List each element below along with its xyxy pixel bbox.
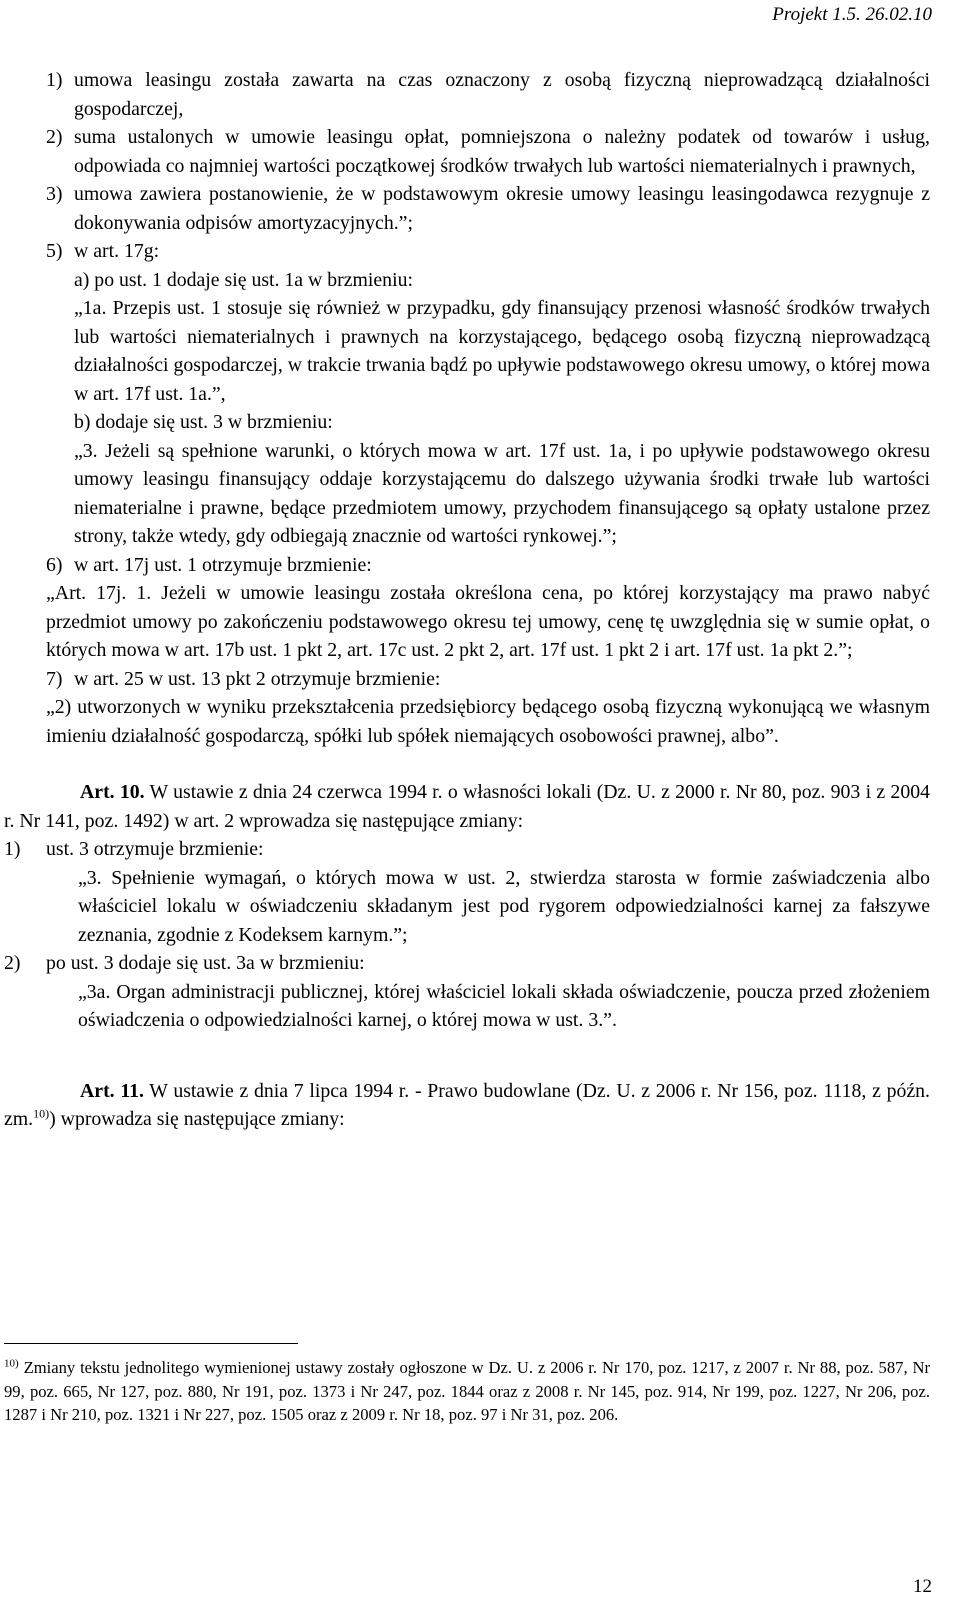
project-version-header: Projekt 1.5. 26.02.10 — [772, 4, 932, 25]
quoted-provision-pkt2: „2) utworzonych w wyniku przekształcenia przedsiębiorcy będącego osobą fizyczną wykonującą we własnym imieniu działalność gospodarczą, spółki lub spółek niemających osobowości prawnej, albo”. — [46, 696, 930, 747]
list-item-7 — [0, 665, 960, 694]
list-item-number: 2) — [4, 952, 21, 974]
quoted-provision-ust3: „3. Spełnienie wymagań, o których mowa w ust. 2, stwierdza starosta w formie zaświadczenia albo właściciel lokalu w oświadczeniu składanym jest pod rygorem odpowiedzialności karnej za fałszywe zeznania, zgodnie z Kodeksem karnym.”; — [78, 866, 930, 946]
quoted-provision-art17j: „Art. 17j. 1. Jeżeli w umowie leasingu została określona cena, po której korzystający ma prawo nabyć przedmiot umowy po zakończeniu podstawowego okresu tej umowy, cenę tę uwzględnia się w sumie opłat, o których mowa w art. 17b ust. 1 pkt 2, art. 17c ust. 2 pkt 2, art. 17f ust. 1 pkt 2 i art. 17f ust. 1a pkt 2.”; — [46, 582, 930, 661]
list-item-number: 2) — [46, 126, 63, 148]
footnote-text: Zmiany tekstu jednolitego wymienionej ustawy zostały ogłoszone w Dz. U. z 2006 r. Nr 170, poz. 1217, z 2007 r. Nr 88, poz. 587, Nr 99, poz. 665, Nr 127, poz. 880, Nr 191, poz. 1373 i Nr 247, poz. 1844 oraz z 2008 r. Nr 145, poz. 914, Nr 199, poz. 1227, Nr 206, poz. 1287 i Nr 210, poz. 1321 i Nr 227, poz. 1505 oraz z 2009 r. Nr 18, poz. 97 i Nr 31, poz. 206. — [4, 1358, 930, 1424]
list-item-text: w art. 17j ust. 1 otrzymuje brzmienie: — [74, 553, 372, 576]
quoted-provision-1a: „1a. Przepis ust. 1 stosuje się również w przypadku, gdy finansujący przenosi własność środków trwałych lub wartości niematerialnych i prawnych na korzystającego, będącego osobą fizyczną nieprowadzącą działalności gospodarczej, w trakcie trwania bądź po upływie podstawowego okresu umowy, o której mowa w art. 17f ust. 1a.”, — [74, 297, 930, 405]
list-item-6 — [0, 551, 960, 580]
list-item-5 — [0, 237, 960, 266]
article-10-item-2 — [0, 949, 960, 978]
footnote-separator — [4, 1343, 298, 1344]
list-item-text: po ust. 3 dodaje się ust. 3a w brzmieniu: — [46, 952, 365, 974]
list-item-number: 6) — [46, 553, 63, 576]
quoted-provision-ust3a: „3a. Organ administracji publicznej, której właściciel lokali składa oświadczenie, poucza przed złożeniem oświadczenia o odpowiedzialności karnej, o której mowa w ust. 3.”. — [78, 980, 930, 1031]
subitem-a: a) po ust. 1 dodaje się ust. 1a w brzmieniu: — [74, 268, 413, 291]
list-item-number: 3) — [46, 183, 63, 205]
list-item-number: 5) — [46, 240, 63, 262]
subitem-b: b) dodaje się ust. 3 w brzmieniu: — [74, 411, 333, 433]
list-item-number: 7) — [46, 667, 63, 690]
list-item-text: w art. 17g: — [74, 240, 160, 262]
list-item-text: suma ustalonych w umowie leasingu opłat, pomniejszona o należny podatek od towarów i usług, odpowiada co najmniej wartości początkowej środków trwałych lub wartości niematerialnych i prawnych, — [74, 126, 930, 177]
article-11 — [0, 1077, 960, 1134]
page-number: 12 — [913, 1576, 932, 1597]
list-item-text: ust. 3 otrzymuje brzmienie: — [46, 838, 264, 860]
list-item — [0, 66, 960, 123]
article-10-item-1 — [0, 835, 960, 864]
article-10 — [0, 778, 960, 835]
article-text-continued: ) wprowadza się następujące zmiany: — [49, 1108, 345, 1130]
article-text: W ustawie z dnia 7 lipca 1994 r. - Prawo budowlane (Dz. U. z 2006 r. Nr 156, poz. 1118, z późn. zm. — [4, 1079, 930, 1130]
article-label: Art. 11. — [80, 1079, 144, 1102]
list-item-number: 1) — [4, 838, 21, 860]
list-item-number: 1) — [46, 69, 63, 91]
footnote-10 — [4, 1356, 930, 1427]
article-text: W ustawie z dnia 24 czerwca 1994 r. o własności lokali (Dz. U. z 2000 r. Nr 80, poz. 903 i z 2004 r. Nr 141, poz. 1492) w art. 2 wprowadza się następujące zmiany: — [4, 781, 930, 832]
list-item-text: umowa leasingu została zawarta na czas oznaczony z osobą fizyczną nieprowadzącą działalności gospodarczej, — [74, 69, 930, 120]
quoted-provision-3: „3. Jeżeli są spełnione warunki, o których mowa w art. 17f ust. 1a, i po upływie podstawowego okresu umowy leasingu finansujący oddaje korzystającemu do dalszego używania środki trwałe lub wartości niematerialne i prawne, będące przedmiotem umowy, przychodem finansującego są opłaty ustalone przez strony, także wtedy, gdy odbiegają znacznie od wartości rynkowej.”; — [74, 439, 930, 547]
footnote-marker: 10) — [4, 1357, 19, 1370]
list-item-text: umowa zawiera postanowienie, że w podstawowym okresie umowy leasingu leasingodawca rezygnuje z dokonywania odpisów amortyzacyjnych.”; — [74, 183, 930, 234]
article-label: Art. 10. — [80, 781, 145, 803]
list-item-text: w art. 25 w ust. 13 pkt 2 otrzymuje brzmienie: — [74, 667, 441, 690]
list-item — [0, 123, 960, 180]
footnote-reference[interactable]: 10) — [33, 1106, 50, 1121]
document-body — [0, 66, 960, 1134]
list-item — [0, 180, 960, 237]
